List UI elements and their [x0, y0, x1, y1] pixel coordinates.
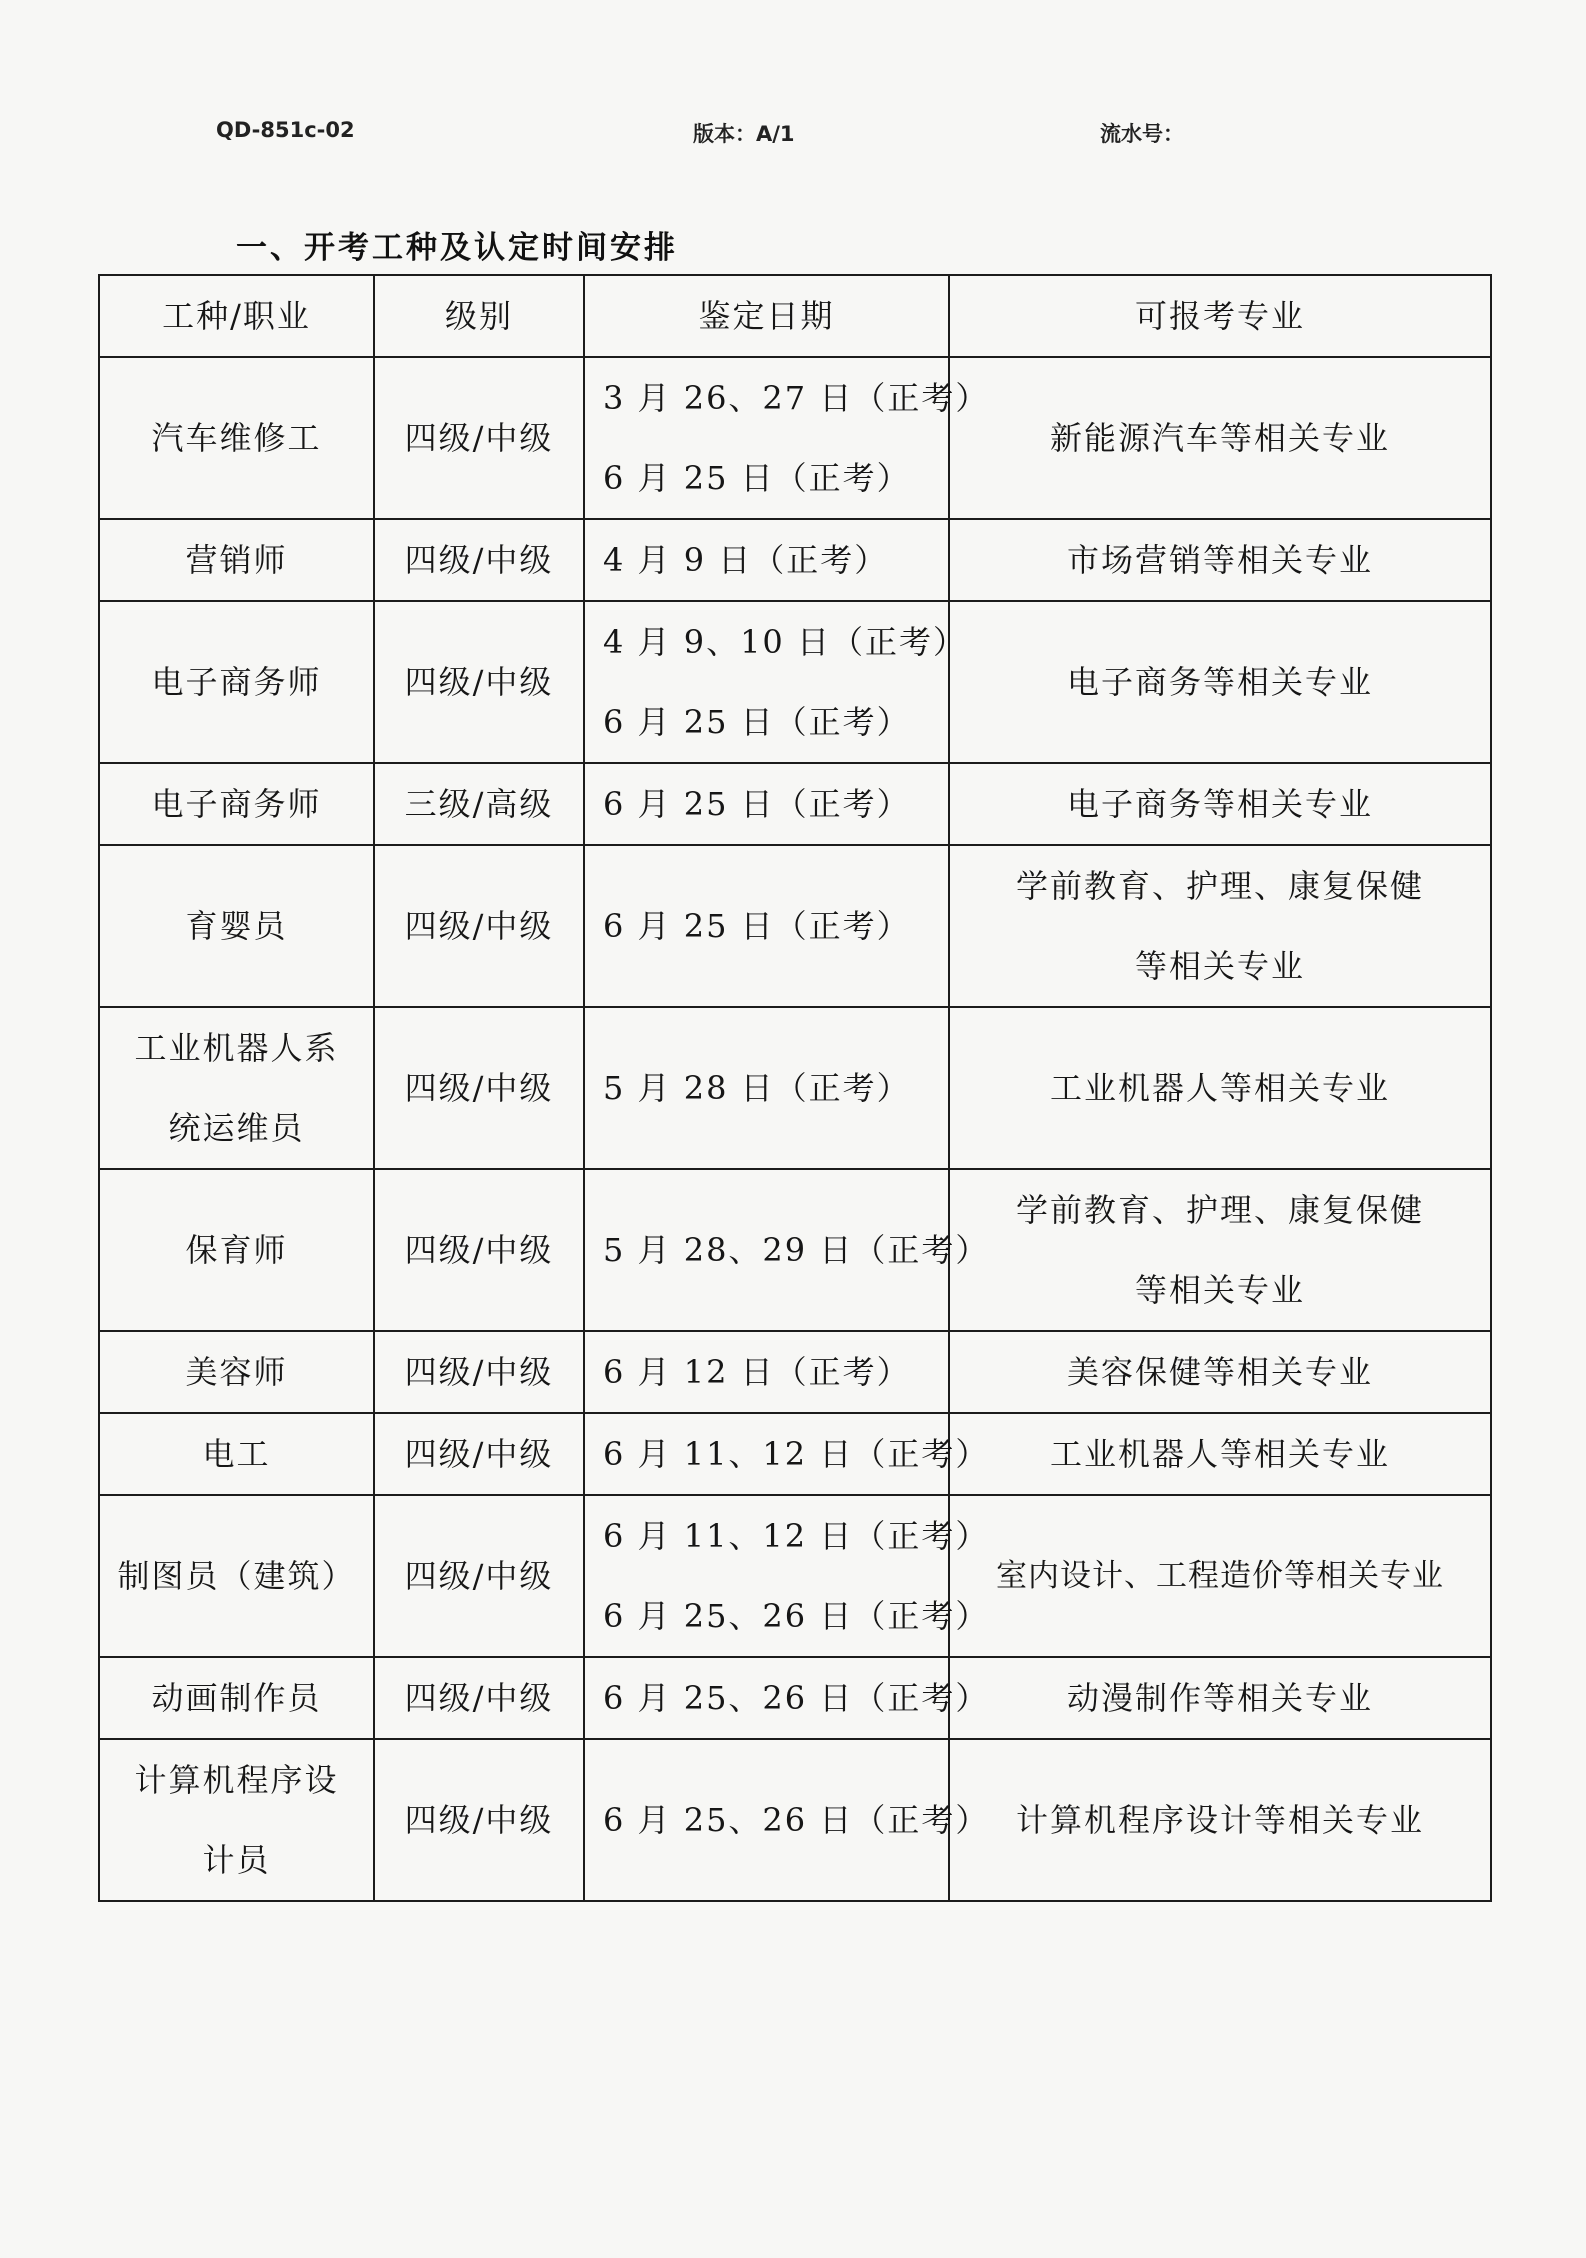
job-cell-line: 营销师 — [185, 541, 288, 579]
date-cell — [584, 845, 949, 1007]
level-cell: 四级/中级 — [374, 519, 584, 601]
date-cell-line: 6 月 25 日（正考） — [603, 907, 911, 945]
document-version: 版本：A/1 — [693, 122, 795, 146]
job-cell — [99, 1739, 374, 1901]
majors-cell-line: 等相关专业 — [1134, 1271, 1305, 1309]
table-row — [99, 357, 1491, 519]
table-row — [99, 1169, 1491, 1331]
job-cell — [99, 1007, 374, 1169]
table-row — [99, 1657, 1491, 1739]
table-header-row — [99, 275, 1491, 357]
majors-cell-line: 美容保健等相关专业 — [1066, 1353, 1373, 1391]
majors-cell-line: 等相关专业 — [1134, 947, 1305, 985]
date-cell-line: 5 月 28、29 日（正考） — [603, 1231, 990, 1269]
date-cell — [584, 1657, 990, 1739]
table-row — [99, 519, 1491, 601]
date-cell — [584, 763, 949, 845]
date-cell — [584, 601, 967, 763]
level-cell: 三级/高级 — [374, 763, 584, 845]
level-cell: 四级/中级 — [374, 601, 584, 763]
date-cell-line: 6 月 11、12 日（正考） — [603, 1517, 990, 1555]
table-row — [99, 845, 1491, 1007]
majors-cell-line: 学前教育、护理、康复保健 — [1015, 1191, 1424, 1229]
table-row — [99, 601, 1491, 763]
job-cell — [99, 519, 374, 601]
section-title: 一、开考工种及认定时间安排 — [236, 230, 678, 266]
job-cell-line: 计员 — [202, 1841, 271, 1879]
job-cell — [99, 1495, 374, 1657]
job-cell-line: 计算机程序设 — [134, 1761, 339, 1799]
table-row — [99, 1331, 1491, 1413]
date-cell-line: 6 月 11、12 日（正考） — [603, 1435, 990, 1473]
job-cell-line: 电子商务师 — [151, 663, 322, 701]
level-cell: 四级/中级 — [374, 1331, 584, 1413]
job-cell — [99, 1413, 374, 1495]
date-cell — [584, 1331, 949, 1413]
job-cell-line: 美容师 — [185, 1353, 288, 1391]
column-header-job: 工种/职业 — [99, 275, 374, 357]
job-cell-line: 保育师 — [185, 1231, 288, 1269]
majors-cell-line: 市场营销等相关专业 — [1066, 541, 1373, 579]
level-cell: 四级/中级 — [374, 1657, 584, 1739]
date-cell-line: 6 月 25、26 日（正考） — [603, 1597, 990, 1635]
table-row — [99, 1495, 1491, 1657]
majors-cell — [949, 601, 1491, 763]
majors-cell-line: 电子商务等相关专业 — [1066, 785, 1373, 823]
level-cell: 四级/中级 — [374, 1413, 584, 1495]
job-cell — [99, 1657, 374, 1739]
majors-cell-line: 工业机器人等相关专业 — [1049, 1435, 1390, 1473]
date-cell-line: 6 月 25 日（正考） — [603, 459, 911, 497]
job-cell-line: 工业机器人系 — [134, 1029, 339, 1067]
date-cell — [584, 1495, 990, 1657]
job-cell — [99, 1169, 374, 1331]
job-cell-line: 统运维员 — [168, 1109, 305, 1147]
majors-cell — [949, 845, 1491, 1007]
table-row — [99, 1007, 1491, 1169]
majors-cell-line: 室内设计、工程造价等相关专业 — [996, 1558, 1444, 1594]
majors-cell — [949, 763, 1491, 845]
majors-cell — [949, 1331, 1491, 1413]
date-cell-line: 6 月 25 日（正考） — [603, 703, 911, 741]
table-row — [99, 763, 1491, 845]
level-cell: 四级/中级 — [374, 1169, 584, 1331]
date-cell-line: 6 月 25、26 日（正考） — [603, 1801, 990, 1839]
majors-cell — [949, 1169, 1491, 1331]
document-code: QD-851c-02 — [216, 118, 355, 142]
column-header-level: 级别 — [374, 275, 584, 357]
column-header-majors: 可报考专业 — [949, 275, 1491, 357]
majors-cell — [949, 1739, 1491, 1901]
job-cell — [99, 1331, 374, 1413]
job-cell — [99, 601, 374, 763]
date-cell-line: 6 月 25、26 日（正考） — [603, 1679, 990, 1717]
date-cell — [584, 1169, 990, 1331]
date-cell-line: 4 月 9 日（正考） — [603, 541, 889, 579]
job-cell-line: 制图员（建筑） — [117, 1557, 356, 1595]
exam-schedule-table — [98, 274, 1492, 1902]
date-cell — [584, 1007, 949, 1169]
table-body — [99, 357, 1491, 1901]
majors-cell — [949, 357, 1491, 519]
level-cell: 四级/中级 — [374, 1007, 584, 1169]
table-row — [99, 1413, 1491, 1495]
job-cell-line: 电子商务师 — [151, 785, 322, 823]
job-cell-line: 电工 — [202, 1435, 271, 1473]
job-cell-line: 动画制作员 — [151, 1679, 322, 1717]
level-cell: 四级/中级 — [374, 357, 584, 519]
date-cell — [584, 1739, 990, 1901]
job-cell-line: 育婴员 — [185, 907, 288, 945]
column-header-date: 鉴定日期 — [584, 275, 949, 357]
majors-cell-line: 新能源汽车等相关专业 — [1049, 419, 1390, 457]
date-cell — [584, 357, 990, 519]
job-cell-line: 汽车维修工 — [151, 419, 322, 457]
majors-cell-line: 学前教育、护理、康复保健 — [1015, 867, 1424, 905]
majors-cell — [949, 519, 1491, 601]
majors-cell — [949, 1007, 1491, 1169]
level-cell: 四级/中级 — [374, 1739, 584, 1901]
level-cell: 四级/中级 — [374, 1495, 584, 1657]
job-cell — [99, 845, 374, 1007]
date-cell-line: 3 月 26、27 日（正考） — [603, 379, 990, 417]
level-cell: 四级/中级 — [374, 845, 584, 1007]
date-cell-line: 4 月 9、10 日（正考） — [603, 623, 967, 661]
majors-cell — [949, 1657, 1491, 1739]
job-cell — [99, 357, 374, 519]
majors-cell-line: 工业机器人等相关专业 — [1049, 1069, 1390, 1107]
date-cell-line: 5 月 28 日（正考） — [603, 1069, 911, 1107]
date-cell-line: 6 月 25 日（正考） — [603, 785, 911, 823]
majors-cell — [949, 1413, 1491, 1495]
majors-cell-line: 计算机程序设计等相关专业 — [1015, 1801, 1424, 1839]
date-cell-line: 6 月 12 日（正考） — [603, 1353, 911, 1391]
serial-number-label: 流水号： — [1100, 122, 1184, 146]
date-cell — [584, 519, 949, 601]
table-row — [99, 1739, 1491, 1901]
date-cell — [584, 1413, 990, 1495]
job-cell — [99, 763, 374, 845]
majors-cell-line: 动漫制作等相关专业 — [1066, 1679, 1373, 1717]
majors-cell-line: 电子商务等相关专业 — [1066, 663, 1373, 701]
majors-cell — [949, 1495, 1491, 1657]
